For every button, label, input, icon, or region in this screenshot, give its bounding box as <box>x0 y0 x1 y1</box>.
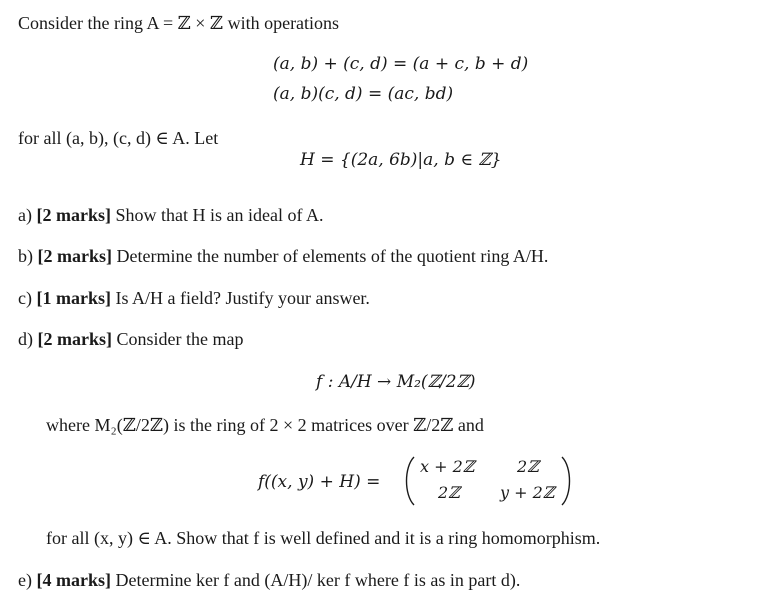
part-b <box>18 245 548 267</box>
part-b-marks: [2 marks] <box>37 246 112 266</box>
part-e-marks: [4 marks] <box>36 570 111 590</box>
part-c-label: c) <box>18 288 32 308</box>
part-a-label: a) <box>18 205 32 225</box>
part-a-text: Show that H is an ideal of A. <box>115 205 324 225</box>
where-text: where M₂(ℤ/2ℤ) is the ring of 2 × 2 matrices over ℤ/2ℤ and <box>46 415 484 435</box>
part-a <box>18 204 323 226</box>
h-definition: H = {(2a, 6b)|a, b ∈ ℤ} <box>300 150 502 170</box>
part-d-marks: [2 marks] <box>37 329 112 349</box>
part-e <box>18 569 520 591</box>
part-b-text: Determine the number of elements of the quotient ring A/H. <box>116 246 549 266</box>
matrix-cell-2-1: 2ℤ <box>438 483 460 502</box>
matrix-cell-1-2: 2ℤ <box>517 457 539 476</box>
matrix-cell-1-1: x + 2ℤ <box>420 457 475 476</box>
for-all-text: for all (a, b), (c, d) ∈ A. Let <box>18 128 219 148</box>
part-d <box>18 328 243 350</box>
operation-addition: (a, b) + (c, d) = (a + c, b + d) <box>273 54 529 74</box>
operation-multiplication: (a, b)(c, d) = (ac, bd) <box>273 84 454 104</box>
closing-text: for all (x, y) ∈ A. Show that f is well defined and it is a ring homomorphism. <box>46 528 601 548</box>
map-definition: f : A/H → M₂(ℤ/2ℤ) <box>316 372 476 392</box>
left-paren <box>402 455 416 507</box>
right-paren <box>560 455 574 507</box>
part-d-text: Consider the map <box>116 329 244 349</box>
part-c-marks: [1 marks] <box>36 288 111 308</box>
matrix-cell-2-2: y + 2ℤ <box>500 483 555 502</box>
part-d-label: d) <box>18 329 33 349</box>
part-b-label: b) <box>18 246 33 266</box>
matrix <box>402 455 574 507</box>
part-e-label: e) <box>18 570 32 590</box>
part-a-marks: [2 marks] <box>36 205 111 225</box>
part-c <box>18 287 370 309</box>
f-definition-lhs: f((x, y) + H) = <box>258 472 381 492</box>
part-e-text: Determine ker f and (A/H)/ ker f where f is as in part d). <box>115 570 521 590</box>
part-c-text: Is A/H a field? Justify your answer. <box>115 288 370 308</box>
intro-text: Consider the ring A = ℤ × ℤ with operations <box>18 13 340 33</box>
